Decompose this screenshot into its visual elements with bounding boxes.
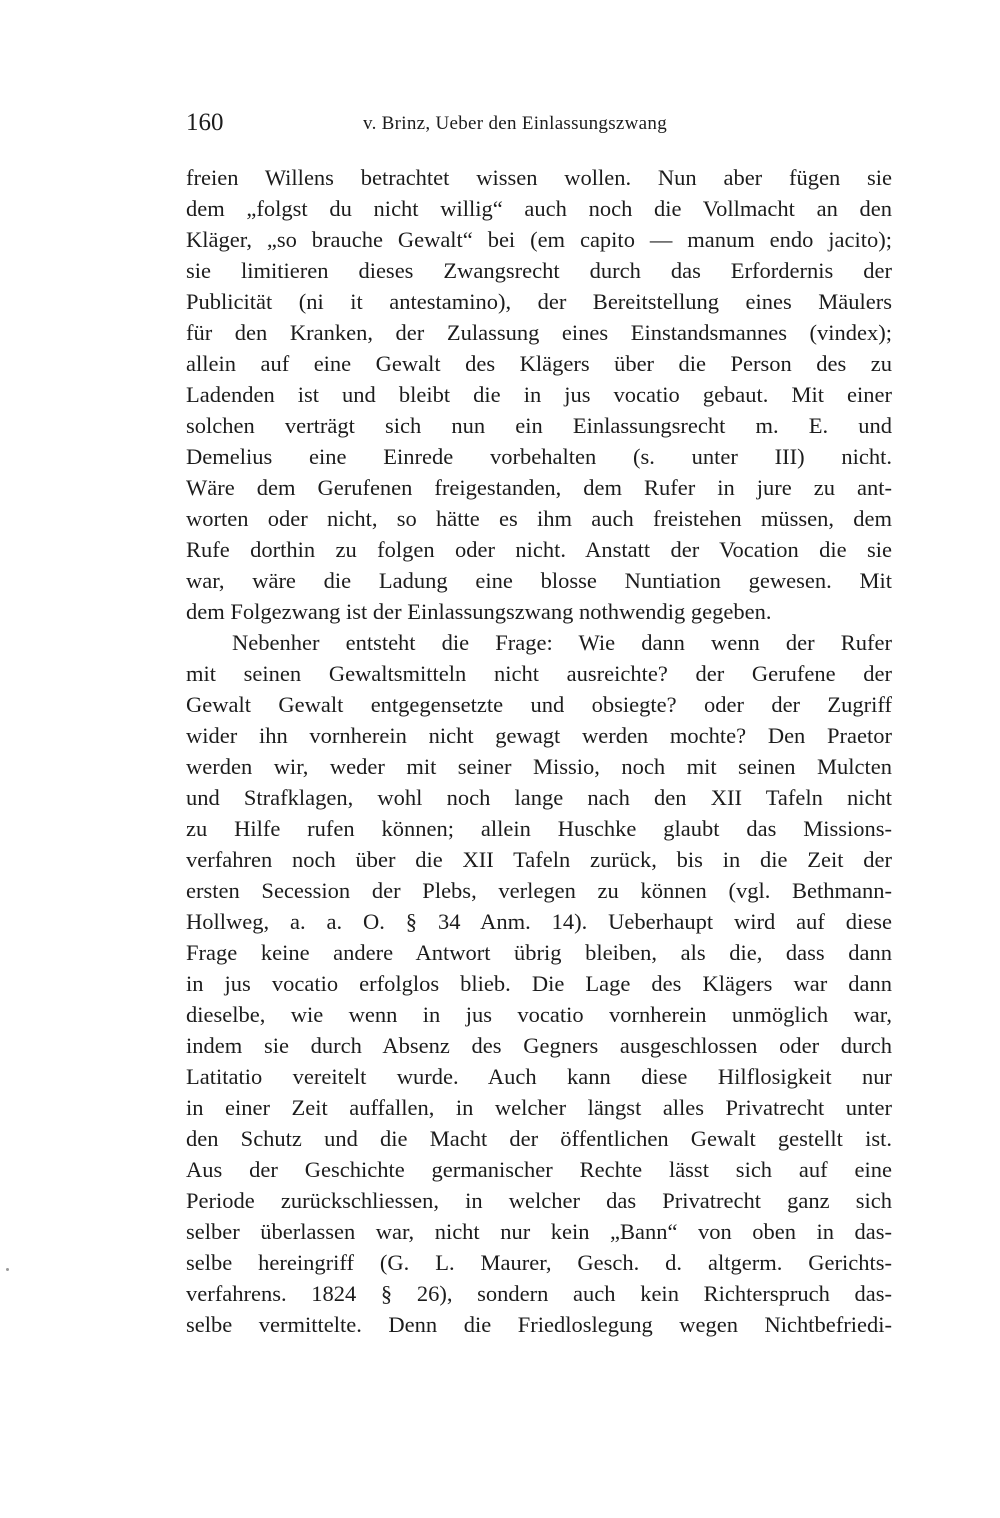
paper-speck <box>6 1268 9 1271</box>
text-line: solchen verträgt sich nun ein Einlassungsrecht m. E. und <box>186 413 892 438</box>
text-line: und Strafklagen, wohl noch lange nach den XII Tafeln nicht <box>186 785 892 810</box>
text-line: war, wäre die Ladung eine blosse Nuntiation gewesen. Mit <box>186 568 892 593</box>
text-line: sie limitieren dieses Zwangsrecht durch das Erfordernis der <box>186 258 892 283</box>
text-line: indem sie durch Absenz des Gegners ausgeschlossen oder durch <box>186 1033 892 1058</box>
text-line: verfahrens. 1824 § 26), sondern auch kein Richterspruch das- <box>186 1281 892 1306</box>
paragraph-start-line: Nebenher entsteht die Frage: Wie dann wenn der Rufer <box>232 630 892 655</box>
body-text <box>186 162 892 1340</box>
text-line: Latitatio vereitelt wurde. Auch kann diese Hilflosigkeit nur <box>186 1064 892 1089</box>
text-line: den Schutz und die Macht der öffentlichen Gewalt gestellt ist. <box>186 1126 892 1151</box>
text-line: Kläger, „so brauche Gewalt“ bei (em capito — manum endo jacito); <box>186 227 892 252</box>
text-line: worten oder nicht, so hätte es ihm auch freistehen müssen, dem <box>186 506 892 531</box>
text-line: verfahren noch über die XII Tafeln zurück, bis in die Zeit der <box>186 847 892 872</box>
text-line: ersten Secession der Plebs, verlegen zu können (vgl. Bethmann- <box>186 878 892 903</box>
text-line: dem Folgezwang ist der Einlassungszwang nothwendig gegeben. <box>186 599 772 624</box>
text-line: selbe hereingriff (G. L. Maurer, Gesch. d. altgerm. Gerichts- <box>186 1250 892 1275</box>
text-line: in jus vocatio erfolglos blieb. Die Lage des Klägers war dann <box>186 971 892 996</box>
running-title: v. Brinz, Ueber den Einlassungszwang <box>363 113 667 134</box>
text-line: Publicität (ni it antestamino), der Bereitstellung eines Mäulers <box>186 289 892 314</box>
text-line: dem „folgst du nicht willig“ auch noch die Vollmacht an den <box>186 196 892 221</box>
text-line: selber überlassen war, nicht nur kein „Bann“ von oben in das- <box>186 1219 892 1244</box>
text-line: für den Kranken, der Zulassung eines Einstandsmannes (vindex); <box>186 320 892 345</box>
page-number: 160 <box>186 109 224 136</box>
text-line: Wäre dem Gerufenen freigestanden, dem Rufer in jure zu ant- <box>186 475 892 500</box>
text-line: Gewalt Gewalt entgegensetzte und obsiegte? oder der Zugriff <box>186 692 892 717</box>
text-line: Demelius eine Einrede vorbehalten (s. unter III) nicht. <box>186 444 892 469</box>
text-line: Ladenden ist und bleibt die in jus vocatio gebaut. Mit einer <box>186 382 892 407</box>
text-line: Rufe dorthin zu folgen oder nicht. Anstatt der Vocation die sie <box>186 537 892 562</box>
text-line: Aus der Geschichte germanischer Rechte lässt sich auf eine <box>186 1157 892 1182</box>
text-line: Periode zurückschliessen, in welcher das Privatrecht ganz sich <box>186 1188 892 1213</box>
text-line: freien Willens betrachtet wissen wollen. Nun aber fügen sie <box>186 165 892 190</box>
text-line: mit seinen Gewaltsmitteln nicht ausreichte? der Gerufene der <box>186 661 892 686</box>
text-line: wider ihn vornherein nicht gewagt werden mochte? Den Praetor <box>186 723 892 748</box>
text-line: dieselbe, wie wenn in jus vocatio vornherein unmöglich war, <box>186 1002 892 1027</box>
text-line: allein auf eine Gewalt des Klägers über die Person des zu <box>186 351 892 376</box>
running-head <box>186 106 892 140</box>
text-line: Frage keine andere Antwort übrig bleiben, als die, dass dann <box>186 940 892 965</box>
text-line: in einer Zeit auffallen, in welcher längst alles Privatrecht unter <box>186 1095 892 1120</box>
text-line: werden wir, weder mit seiner Missio, noch mit seinen Mulcten <box>186 754 892 779</box>
text-line: selbe vermittelte. Denn die Friedloslegung wegen Nichtbefriedi- <box>186 1312 892 1337</box>
text-line: Hollweg, a. a. O. § 34 Anm. 14). Ueberhaupt wird auf diese <box>186 909 892 934</box>
text-line: zu Hilfe rufen können; allein Huschke glaubt das Missions- <box>186 816 892 841</box>
